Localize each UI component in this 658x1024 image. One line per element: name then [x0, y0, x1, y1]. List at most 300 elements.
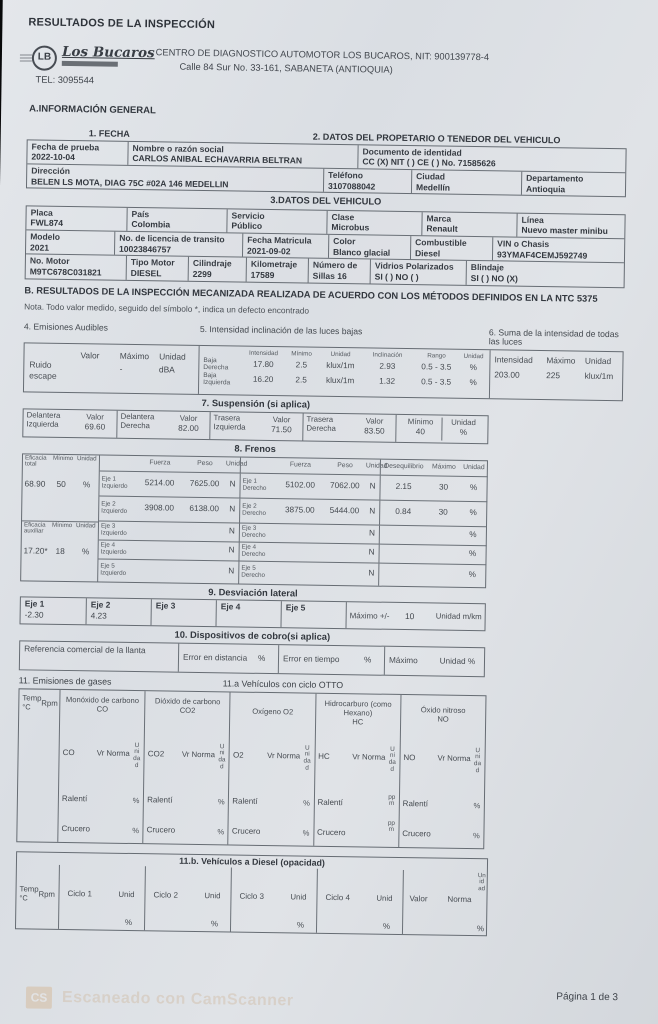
- ciclo2-label: Ciclo 2: [153, 890, 179, 900]
- section-b-heading: B. RESULTADOS DE LA INSPECCIÓN MECANIZADA REALIZADA DE ACUERDO CON LOS MÉTODOS DEFINIDOS EN LA NTC 5375: [24, 284, 598, 304]
- logo-badge-text: LB: [37, 51, 52, 63]
- vr-norma-label: Vr Norma: [437, 753, 471, 763]
- eje3-izq-peso: [183, 531, 225, 532]
- linea-label: Línea: [521, 214, 544, 225]
- combustible-value: Diesel: [414, 247, 441, 259]
- eje5-desequilibrio: [379, 574, 425, 575]
- sec6-intensidad-value: 203.00: [494, 368, 520, 380]
- trasera-derecha-cell: [302, 413, 395, 441]
- eje5-izq-peso: [182, 571, 224, 572]
- temp-unit-label: °C: [22, 702, 31, 712]
- vr-norma-label: Vr Norma: [96, 748, 130, 758]
- trasera-derecha-label: Trasera Derecha: [306, 414, 336, 433]
- hc-row: [318, 751, 387, 762]
- sec5-title: 5. Intensidad inclinación de las luces bajas: [199, 323, 363, 336]
- dispositivos-unidad: Unidad %: [439, 656, 476, 666]
- ralenti-label: Ralentí: [232, 796, 258, 806]
- eje1-izq: [99, 471, 239, 497]
- eje1-unidad: %: [469, 483, 478, 493]
- sillas-label: Número de Sillas: [312, 259, 358, 281]
- sec6-h-unidad: Unidad: [584, 355, 612, 367]
- error-tiempo-cell: [278, 645, 384, 675]
- center-name-line: CENTRO DE DIAGNOSTICO AUTOMOTOR LOS BUCAROS, NIT: 900139778-4: [155, 47, 490, 62]
- eficacia-auxiliar-label: Eficacia auxiliar: [23, 520, 46, 535]
- eficacia-total-value: 68.90: [24, 478, 46, 489]
- rpm-label: Rpm: [38, 889, 56, 899]
- gas-group-co: [57, 690, 144, 843]
- frenos-des-headers: [380, 459, 488, 476]
- delantera-derecha-cell: [116, 411, 209, 439]
- co2-header: [145, 691, 230, 742]
- no-crucero-row: [402, 829, 471, 840]
- co2-ralenti-row: [147, 795, 216, 806]
- document-content: [15, 16, 632, 938]
- eje5-izq-fuerza: [134, 571, 182, 572]
- rpm-label: Rpm: [41, 698, 58, 708]
- eficacia-total-minimo: 50: [56, 478, 66, 490]
- o2-ralenti-row: [232, 796, 301, 807]
- gas-group-co2: [142, 691, 229, 844]
- telefono-cell: [323, 169, 411, 194]
- eficacia-auxiliar-unidad-label: Unidad: [75, 521, 96, 529]
- o2-ralenti-unidad: %: [303, 798, 310, 808]
- luces-bajas-panel: [198, 346, 490, 398]
- desv-limits-cell: [345, 602, 484, 630]
- co-unidad-strip: [131, 741, 143, 843]
- co2-code: CO2: [179, 705, 196, 715]
- no-row-label: NO: [403, 752, 416, 762]
- sec6-h-intensidad: Intensidad: [494, 354, 533, 366]
- co-row-label: CO: [62, 747, 75, 757]
- valor-caption: Valor: [365, 416, 384, 426]
- departamento-value: Antioquia: [525, 183, 566, 194]
- documento-value: CC (X) NIT ( ) CE ( ) No. 71585626: [362, 156, 496, 169]
- suspension-unidad: [441, 417, 484, 441]
- gas-group-hc: [313, 693, 400, 846]
- sec5-h-unidad2: Unidad: [463, 353, 484, 361]
- cilindraje-value: 2299: [192, 268, 212, 280]
- baja-izquierda-intensidad: 16.20: [252, 374, 274, 384]
- eje4-der-fuerza: [275, 552, 323, 553]
- pais-value: Colombia: [131, 219, 171, 230]
- ciudad-cell: [411, 170, 521, 195]
- eficacia-auxiliar-minimo-label: Mínimo: [51, 521, 73, 529]
- eje3-izq-fuerza: [135, 531, 183, 532]
- eje2-der-fuerza: 3875.00: [284, 505, 315, 516]
- eje5-unidad: %: [468, 570, 476, 580]
- valor-caption: Valor: [179, 413, 198, 423]
- co-header: [60, 690, 145, 741]
- sec10-title: 10. Dispositivos de cobro(si aplica): [174, 629, 331, 643]
- clase-value: Microbus: [331, 222, 370, 233]
- ciclo4-unid-label: Unid: [376, 893, 393, 903]
- eje3-der-label: Eje 3 Derecho: [241, 524, 266, 539]
- eje4-der-label: Eje 4 Derecho: [241, 543, 266, 558]
- fecha-matricula-value: 2021-09-02: [247, 245, 291, 256]
- valor-number: 83.50: [364, 426, 385, 436]
- cilindraje-label: Cilindraje: [192, 258, 232, 269]
- trasera-derecha-valor: [356, 416, 392, 440]
- unidad-vertical-label: Unidad: [218, 743, 226, 771]
- ralenti-label: Ralentí: [147, 794, 173, 805]
- temp-label: Temp: [19, 884, 39, 894]
- no-name: Óxido nitroso: [420, 704, 466, 715]
- eje1-der: [239, 473, 379, 499]
- sec5-h-intensidad: Intensidad: [248, 349, 279, 358]
- eje2-der: [239, 498, 379, 524]
- vr-norma-label: Vr Norma: [181, 749, 216, 759]
- gas-group-no: [398, 695, 485, 848]
- suspension-limits-cell: [395, 415, 487, 443]
- crucero-label: Crucero: [61, 823, 91, 834]
- vidrios-label: Vidrios Polarizados: [374, 260, 454, 273]
- owner-header: 2. DATOS DEL PROPETARIO O TENEDOR DEL VEHICULO: [312, 132, 561, 146]
- sec6-headers: [494, 355, 619, 367]
- vr-norma-label: Vr Norma: [267, 750, 301, 761]
- sec4-maximo-header: Máximo: [119, 351, 150, 362]
- no-code: NO: [437, 714, 449, 724]
- eficacia-auxiliar-headers: [24, 522, 96, 537]
- eje2-der-peso: 5444.00: [329, 506, 360, 516]
- ciclo1-pct: %: [124, 917, 133, 927]
- referencia-llanta-cell: Referencia comercial de la llanta: [24, 643, 146, 655]
- eficacia-auxiliar-minimo: 18: [55, 545, 65, 557]
- eje3-der: [239, 523, 379, 543]
- ciclo1-cell: [58, 865, 145, 930]
- frenos-main: [97, 455, 488, 587]
- co2-row: [148, 749, 217, 760]
- otto-table: [16, 688, 486, 849]
- eje1-desequilibrio: 2.15: [395, 482, 412, 492]
- modelo-cell: [26, 230, 114, 255]
- fecha-prueba-cell: [27, 140, 127, 165]
- delantera-izquierda-label: Delantera Izquierda: [26, 410, 61, 429]
- dispositivos-maximo: Máximo: [388, 655, 418, 665]
- eje4-der: [238, 542, 378, 562]
- eficacia-auxiliar-unidad: %: [81, 546, 90, 557]
- eje1-maximo: 30: [438, 482, 449, 493]
- error-tiempo-unidad: %: [363, 655, 372, 665]
- frenos-right-headers: [240, 457, 388, 474]
- sec7-title: 7. Suspensión (si aplica): [201, 398, 311, 410]
- eje1-izq-label: Eje 1 Izquierdo: [101, 475, 128, 490]
- eje5-des: [378, 563, 486, 587]
- documento-label: Documento de identidad: [362, 146, 462, 158]
- documento-cell: [357, 145, 625, 172]
- co-row: [63, 748, 132, 759]
- desequilibrio-header: Desequilibrio: [384, 462, 424, 471]
- cilindraje-cell: [188, 257, 246, 281]
- no-row: [403, 753, 472, 764]
- camscanner-watermark-text: Escaneado con CamScanner: [61, 988, 294, 1010]
- eje3-des: [379, 525, 487, 545]
- fecha-matricula-label: Fecha Matricula: [247, 234, 312, 246]
- sillas-cell: [308, 259, 370, 283]
- licencia-cell: [114, 232, 242, 257]
- departamento-label: Departamento: [526, 172, 584, 184]
- modelo-label: Modelo: [30, 231, 61, 242]
- eficacia-total-label: Eficacia total: [24, 453, 47, 468]
- trasera-izquierda-cell: [209, 412, 302, 440]
- no-ralenti-unidad: %: [473, 800, 481, 810]
- vr-norma-label: Vr Norma: [352, 751, 386, 762]
- phone-line: TEL: 3095544: [35, 74, 95, 86]
- camscanner-watermark: [26, 986, 294, 1012]
- eficacia-total-minimo-label: Mínimo: [52, 454, 74, 462]
- baja-derecha-pct: %: [469, 363, 478, 373]
- pais-cell: [126, 208, 226, 233]
- no-unidad-strip: [472, 746, 484, 848]
- desv-maximo-value: 10: [404, 610, 415, 622]
- eje1-izq-unidad: N: [229, 479, 236, 489]
- marca-cell: [421, 212, 516, 237]
- combustible-cell: [410, 236, 492, 260]
- co2-unidad-strip: [217, 742, 229, 844]
- no-ralenti-row: [403, 799, 472, 810]
- eficacia-total-box: [22, 454, 99, 521]
- ciclo4-cell: [316, 868, 403, 933]
- fecha-prueba-label: Fecha de prueba: [31, 141, 100, 153]
- diesel-temp-column: [16, 864, 59, 929]
- brand-tagline-bar: [62, 61, 118, 67]
- eje4-izq-peso: [183, 550, 225, 551]
- servicio-cell: [226, 209, 326, 234]
- desv-maximo-label: Máximo +/-: [349, 610, 390, 621]
- desv-eje5-cell: [280, 601, 345, 628]
- eje1-der-peso: 7062.00: [329, 481, 360, 491]
- minimo-caption: Mínimo: [407, 416, 434, 427]
- delantera-izquierda-cell: [23, 409, 116, 437]
- eje4-izq: [98, 540, 238, 560]
- eje1-value: -2.30: [24, 609, 44, 620]
- eje2-izq: [99, 496, 239, 522]
- sec4-valor-header: Valor: [80, 350, 100, 361]
- eje5-der-label: Eje 5 Derecho: [241, 564, 266, 579]
- vidrios-cell: [370, 260, 466, 285]
- ruido-valor: [80, 363, 119, 374]
- fecha-prueba-value: 2022-10-04: [31, 151, 75, 163]
- suspension-table: [22, 408, 488, 444]
- baja-izquierda-pct: %: [469, 377, 477, 387]
- center-info: [155, 47, 489, 78]
- direccion-cell: [27, 164, 323, 192]
- brand-name: Los Bucaros: [61, 43, 155, 62]
- color-label: Color: [333, 235, 356, 247]
- baja-derecha-intensidad: 17.80: [253, 360, 274, 370]
- diesel-title: 11.b. Vehículos a Diesel (opacidad): [179, 855, 325, 868]
- co-code: CO: [96, 704, 109, 714]
- eje3-izq: [99, 521, 239, 541]
- sec11-title: 11. Emisiones de gases: [18, 675, 112, 687]
- o2-name: Oxígeno O2: [252, 706, 294, 717]
- eje5-izq: [98, 559, 238, 583]
- sec4-title: 4. Emisiones Audibles: [23, 320, 109, 333]
- ralenti-label: Ralentí: [317, 797, 343, 807]
- baja-izquierda-label: Baja Izquierda: [203, 371, 231, 387]
- desviacion-table: [20, 596, 486, 631]
- hc-crucero-unidad: ppm: [387, 819, 396, 834]
- delantera-derecha-label: Delantera Derecha: [120, 411, 155, 431]
- delantera-derecha-valor: [170, 413, 206, 437]
- direccion-label: Dirección: [31, 165, 71, 176]
- co-name: Monóxido de carbono: [65, 694, 140, 705]
- co-ralenti-row: [62, 794, 131, 805]
- licencia-value: 10023846757: [119, 243, 172, 255]
- emisiones-audibles-panel: [24, 344, 199, 395]
- crucero-label: Crucero: [231, 826, 261, 836]
- eje2-der-label: Eje 2 Derecho: [242, 502, 267, 517]
- eje2-desequilibrio: 0.84: [395, 507, 412, 517]
- co2-row-label: CO2: [147, 748, 165, 759]
- vin-cell: [492, 237, 624, 262]
- hc-name: Hidrocarburo (como Hexano): [324, 698, 392, 718]
- hc-ralenti-row: [317, 797, 386, 808]
- eje1-izq-fuerza: 5214.00: [144, 478, 175, 488]
- vehiculo-section-title: 3.DATOS DEL VEHICULO: [270, 195, 382, 207]
- ciclo4-label: Ciclo 4: [325, 892, 351, 902]
- diesel-unidad-vertical: Unidad: [477, 871, 486, 892]
- eje4-izq-fuerza: [135, 550, 183, 551]
- page-number: Página 1 de 3: [556, 991, 619, 1004]
- no-crucero-unidad: %: [472, 830, 480, 840]
- sillas-value: 16: [337, 270, 347, 282]
- kilometraje-value: 17589: [250, 269, 275, 280]
- desv-eje3-cell: [151, 599, 216, 626]
- motor-cell: [26, 255, 126, 280]
- eficacia-column: [21, 454, 99, 581]
- eficacia-total-values: [25, 479, 97, 490]
- hc-unidad-strip: [387, 745, 399, 847]
- sec9-title: 9. Desviación lateral: [208, 586, 298, 598]
- eje5-izq-unidad: N: [228, 566, 235, 576]
- eje4-izq-label: Eje 4 Izquierdo: [100, 541, 127, 556]
- sec8-title: 8. Frenos: [234, 443, 276, 454]
- camscanner-logo-icon: [26, 986, 52, 1008]
- suspension-minimo: [399, 417, 441, 441]
- ciudad-value: Medellín: [415, 181, 451, 193]
- clase-cell: [326, 211, 421, 236]
- co2-ralenti-unidad: %: [217, 796, 225, 807]
- error-tiempo-label: Error en tiempo: [282, 654, 340, 665]
- unidad-header: Unidad: [365, 462, 388, 470]
- baja-derecha-label: Baja Derecha: [203, 357, 229, 372]
- co-crucero-unidad: %: [132, 825, 140, 835]
- eje3-der-peso: [323, 533, 365, 534]
- baja-izquierda-inclinacion: 1.32: [379, 376, 396, 386]
- sec4-unidad-header: Unidad: [159, 351, 186, 363]
- eje5-der-unidad: N: [368, 568, 375, 578]
- eje2-izq-fuerza: 3908.00: [144, 503, 175, 513]
- telefono-label: Teléfono: [328, 169, 364, 181]
- co-ralenti-unidad: %: [132, 795, 140, 805]
- crucero-label: Crucero: [402, 828, 431, 839]
- crucero-label: Crucero: [146, 824, 176, 835]
- diesel-norma-label: Norma: [447, 894, 472, 904]
- eje1-der-label: Eje 1 Derecho: [242, 477, 267, 492]
- baja-izquierda-minimo: 2.5: [295, 375, 307, 385]
- eficacia-total-headers: [25, 455, 97, 470]
- hc-crucero-row: [317, 827, 386, 838]
- sec6-maximo-value: 225: [546, 369, 561, 380]
- desv-eje1-cell: [21, 597, 86, 624]
- ciclo3-unid-label: Unid: [290, 892, 307, 902]
- placa-cell: [26, 206, 126, 231]
- vehiculo-table: [25, 205, 626, 288]
- co2-name: Dióxido de carbono: [154, 696, 221, 707]
- modelo-value: 2021: [30, 242, 50, 253]
- color-value: Blanco glacial: [332, 246, 391, 258]
- sec6-values: [494, 369, 619, 381]
- sec5-h-inclinacion: Inclinación: [372, 351, 403, 360]
- o2-crucero-row: [232, 826, 301, 837]
- eficacia-auxiliar-values: [24, 545, 96, 556]
- desv-unidad: Unidad m/km: [435, 611, 482, 622]
- eje3-unidad: %: [469, 530, 477, 540]
- ciudad-label: Ciudad: [416, 171, 446, 182]
- ciclo3-pct: %: [296, 920, 305, 930]
- eje3-der-fuerza: [276, 533, 324, 534]
- gas-group-o2: [228, 692, 315, 845]
- brand-block: [61, 43, 155, 68]
- co-crucero-row: [61, 824, 130, 835]
- vin-label: VIN o Chasis: [497, 238, 550, 250]
- eje5-der-fuerza: [275, 573, 323, 574]
- sec6-h-maximo: Máximo: [546, 355, 576, 366]
- eje3-izq-unidad: N: [228, 526, 235, 536]
- error-distancia-cell: [178, 643, 278, 672]
- los-bucaros-logo-icon: [32, 45, 57, 70]
- trasera-izquierda-label: Trasera Izquierda: [213, 413, 246, 432]
- eje5-maximo: [425, 575, 459, 576]
- eje1-der-fuerza: 5102.00: [285, 480, 316, 491]
- unidad-caption: Unidad: [451, 417, 476, 427]
- eje2-der-unidad: N: [369, 506, 376, 516]
- tipo-motor-cell: [126, 256, 188, 280]
- nombre-label: Nombre o razón social: [132, 142, 224, 154]
- sec5-h-minimo: Mínimo: [291, 350, 312, 358]
- motor-value: M9TC678C031821: [29, 266, 102, 278]
- hc-ralenti-unidad: ppm: [388, 793, 396, 808]
- linea-value: Nuevo master minibu: [521, 225, 608, 237]
- eje2-izq-peso: 6138.00: [189, 504, 220, 514]
- baja-derecha-inclinacion: 2.93: [379, 361, 396, 372]
- o2-row-label: O2: [232, 750, 244, 760]
- eje4-izq-unidad: N: [228, 545, 235, 555]
- unidad-vertical-label: Unidad: [303, 744, 311, 772]
- fuerza-header: Fuerza: [289, 461, 312, 469]
- eje1-label: Eje 1: [24, 598, 45, 609]
- baja-izquierda-unidad: klux/1m: [325, 375, 355, 386]
- section-a-title: A.INFORMACIÓN GENERAL: [29, 102, 156, 116]
- servicio-label: Servicio: [231, 210, 265, 221]
- ciclo3-cell: [230, 867, 317, 932]
- eje3-der-unidad: N: [368, 528, 375, 538]
- baja-izquierda-rango: 0.5 - 3.5: [421, 377, 452, 387]
- tipo-motor-value: DIESEL: [130, 267, 162, 279]
- eje5-der: [238, 561, 378, 585]
- trasera-izquierda-valor: [263, 415, 299, 439]
- temp-label: Temp: [22, 693, 42, 703]
- eje2-unidad: %: [469, 508, 477, 518]
- direccion-value: BELEN LS MOTA, DIAG 75C #02A 146 MEDELLIN: [31, 176, 229, 189]
- eje4-der-peso: [323, 552, 365, 553]
- eje3-izq-label: Eje 3 Izquierdo: [100, 522, 127, 537]
- no-header: [401, 695, 486, 746]
- unidad-symbol: %: [459, 427, 468, 437]
- eficacia-auxiliar-box: [21, 520, 98, 581]
- hc-row-label: HC: [318, 751, 330, 761]
- eje4-desequilibrio: [380, 553, 426, 554]
